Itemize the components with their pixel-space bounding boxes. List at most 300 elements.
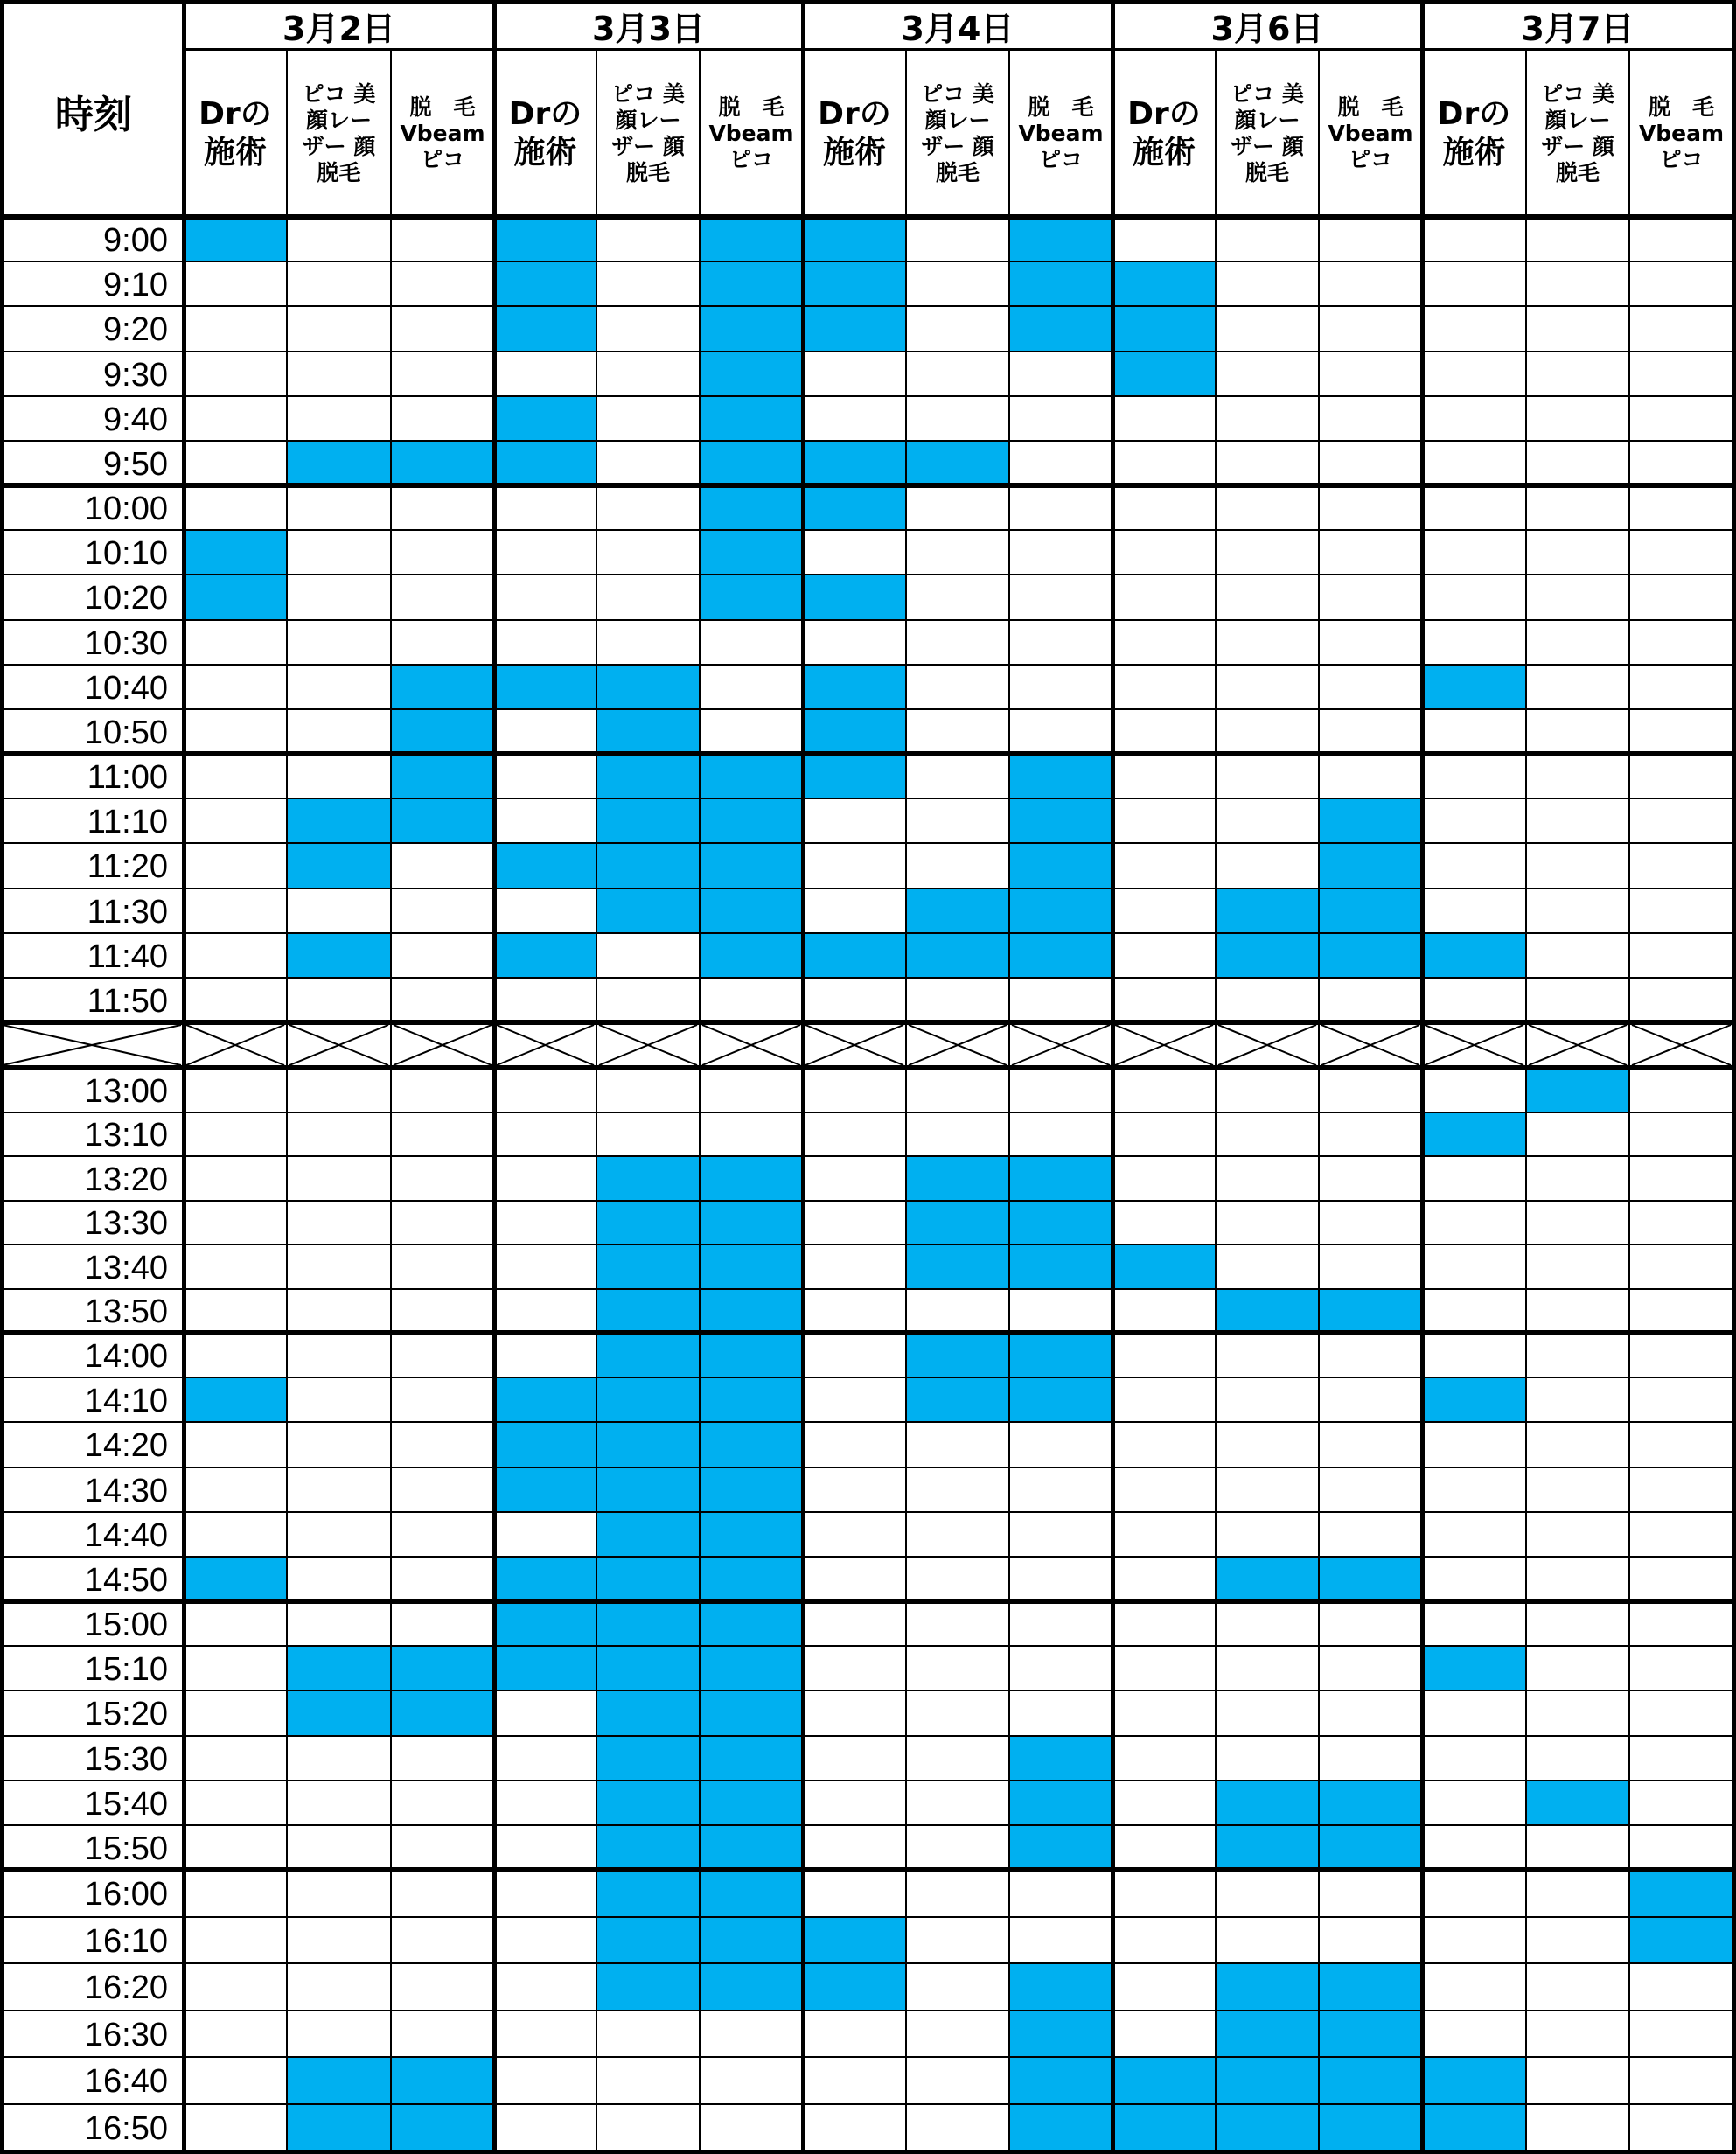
column-header-line: 脱毛 <box>1244 159 1289 185</box>
booked-cell <box>596 889 700 933</box>
pico-facial-header <box>596 52 700 215</box>
booked-cell <box>1009 1201 1112 1245</box>
booked-cell <box>596 1156 700 1201</box>
booked-cell <box>1319 1557 1422 1601</box>
booked-cell <box>1009 1377 1112 1422</box>
booked-cell <box>494 396 596 441</box>
booked-cell <box>596 1377 700 1422</box>
booked-cell <box>700 1825 803 1870</box>
booked-cell <box>700 1377 803 1422</box>
booked-cell <box>1009 217 1112 261</box>
booked-cell <box>596 1557 700 1601</box>
booked-cell <box>700 352 803 396</box>
table-border <box>0 0 4 2154</box>
booked-cell <box>596 1825 700 1870</box>
column-header-line: Drの <box>199 96 272 133</box>
booked-cell <box>596 1781 700 1825</box>
grid-line <box>0 1200 1736 1202</box>
booked-cell <box>1319 843 1422 888</box>
booked-cell <box>1009 933 1112 978</box>
time-slot-label: 14:40 <box>84 1516 168 1554</box>
block-divider <box>0 1330 1736 1335</box>
grid-line <box>0 1421 1736 1423</box>
grid-line <box>596 48 597 2154</box>
block-divider <box>0 214 1736 220</box>
grid-line <box>1215 48 1217 2154</box>
lunch-cross-mark <box>1012 1025 1110 1065</box>
booked-cell <box>1216 2104 1319 2151</box>
booked-cell <box>1422 665 1526 709</box>
column-header-line: Vbeam <box>1328 120 1413 146</box>
date-header: 3月7日 <box>1521 10 1635 48</box>
booked-cell <box>1422 2104 1526 2151</box>
booked-cell <box>700 1244 803 1289</box>
grid-line <box>0 1556 1736 1558</box>
booked-cell <box>700 1512 803 1557</box>
lunch-cross-mark <box>3 1025 181 1065</box>
table-border <box>0 0 1735 4</box>
booked-cell <box>1009 1963 1112 2011</box>
column-header-line: ピコ 美 <box>921 80 994 107</box>
booked-cell <box>287 843 391 888</box>
grid-line <box>0 351 1736 352</box>
booked-cell <box>494 1646 596 1690</box>
time-slot-label: 10:10 <box>84 535 168 573</box>
booked-cell <box>700 1467 803 1512</box>
booked-cell <box>494 665 596 709</box>
booked-cell <box>700 933 803 978</box>
booked-cell <box>1319 1781 1422 1825</box>
booked-cell <box>1422 1112 1526 1157</box>
booked-cell <box>1112 2104 1216 2151</box>
column-header-line: Vbeam <box>708 120 794 146</box>
grid-line <box>0 529 1736 531</box>
booked-cell <box>494 306 596 351</box>
date-divider <box>1420 0 1425 2154</box>
booked-cell <box>700 889 803 933</box>
booked-cell <box>287 798 391 843</box>
date-divider <box>182 0 186 2154</box>
column-header-line: 脱毛 <box>317 159 361 185</box>
booked-cell <box>700 1917 803 1964</box>
booked-cell <box>1009 1781 1112 1825</box>
grid-line <box>0 2103 1736 2105</box>
time-slot-label: 16:40 <box>84 2063 168 2101</box>
lunch-cross-mark <box>1529 1025 1627 1065</box>
booked-cell <box>906 1201 1009 1245</box>
booked-cell <box>700 1289 803 1334</box>
column-header-line: 施術 <box>1442 134 1506 171</box>
booked-cell <box>391 2057 494 2104</box>
booked-cell <box>906 1377 1009 1422</box>
lunch-cross-mark <box>1632 1025 1731 1065</box>
booked-cell <box>906 1244 1009 1289</box>
hair-removal-vbeam-header <box>1629 52 1733 215</box>
booked-cell <box>1009 261 1112 306</box>
column-header-line: Vbeam <box>1018 120 1104 146</box>
booked-cell <box>596 1917 700 1964</box>
grid-line <box>0 574 1736 575</box>
hair-removal-vbeam-header <box>1009 52 1112 215</box>
time-slot-label: 16:00 <box>84 1876 168 1914</box>
booked-cell <box>803 1917 906 1964</box>
booked-cell <box>494 261 596 306</box>
lunch-cross-mark <box>1529 1025 1627 1065</box>
lunch-cross-mark <box>394 1025 492 1065</box>
booked-cell <box>596 665 700 709</box>
column-header-line: Drの <box>1127 96 1201 133</box>
grid-line <box>0 798 1736 799</box>
time-slot-label: 11:30 <box>87 893 168 931</box>
grid-line <box>699 48 701 2154</box>
hair-removal-vbeam-header <box>1319 52 1422 215</box>
time-slot-label: 16:30 <box>84 2016 168 2053</box>
booked-cell <box>391 2104 494 2151</box>
booked-cell <box>494 441 596 485</box>
grid-line <box>0 664 1736 666</box>
grid-line <box>184 48 1736 51</box>
grid-line <box>0 1112 1736 1113</box>
grid-line <box>905 48 907 2154</box>
grid-line <box>0 1824 1736 1826</box>
booked-cell <box>700 1963 803 2011</box>
date-divider <box>1111 0 1115 2154</box>
booked-cell <box>391 798 494 843</box>
column-header-line: 脱 毛 <box>718 94 784 120</box>
booked-cell <box>596 1870 700 1917</box>
column-header-line: ザー 顔 <box>1541 133 1614 159</box>
time-slot-label: 14:50 <box>84 1561 168 1599</box>
time-slot-label: 13:00 <box>84 1072 168 1110</box>
column-header-line: 脱 毛 <box>1337 94 1404 120</box>
block-divider <box>0 1065 1736 1070</box>
booked-cell <box>1422 1646 1526 1690</box>
column-header-line: ザー 顔 <box>302 133 376 159</box>
booked-cell <box>1112 1244 1216 1289</box>
grid-line <box>390 48 392 2154</box>
booked-cell <box>1216 1289 1319 1334</box>
booked-cell <box>1112 2057 1216 2104</box>
booked-cell <box>1009 754 1112 798</box>
booked-cell <box>596 1244 700 1289</box>
grid-line <box>1318 48 1320 2154</box>
grid-line <box>0 1244 1736 1245</box>
booked-cell <box>906 441 1009 485</box>
booked-cell <box>700 261 803 306</box>
time-slot-label: 16:10 <box>84 1922 168 1960</box>
grid-line <box>0 1690 1736 1691</box>
booked-cell <box>596 754 700 798</box>
booked-cell <box>700 1201 803 1245</box>
lunch-cross-mark <box>702 1025 800 1065</box>
column-header-line: Vbeam <box>1638 120 1725 146</box>
time-slot-label: 13:30 <box>84 1205 168 1243</box>
booked-cell <box>1629 1870 1733 1917</box>
booked-cell <box>596 1512 700 1557</box>
booked-cell <box>1422 933 1526 978</box>
booked-cell <box>700 1333 803 1377</box>
lunch-cross-mark <box>497 1025 594 1065</box>
dr-treatment-header <box>1112 52 1216 215</box>
block-divider <box>0 751 1736 756</box>
booked-cell <box>700 1646 803 1690</box>
grid-line <box>0 1511 1736 1513</box>
grid-line <box>0 1780 1736 1781</box>
time-slot-label: 15:50 <box>84 1830 168 1867</box>
booked-cell <box>596 1601 700 1646</box>
column-header-line: 脱毛 <box>625 159 670 185</box>
booked-cell <box>1216 889 1319 933</box>
booked-cell <box>1009 1825 1112 1870</box>
booked-cell <box>1216 1963 1319 2011</box>
booked-cell <box>391 441 494 485</box>
grid-line <box>286 48 288 2154</box>
booked-cell <box>1526 1068 1629 1112</box>
time-slot-label: 11:20 <box>87 848 168 886</box>
booked-cell <box>596 843 700 888</box>
column-header-line: ピコ 美 <box>302 80 376 107</box>
time-slot-label: 9:30 <box>103 356 168 394</box>
grid-line <box>0 1962 1736 1964</box>
booked-cell <box>1112 352 1216 396</box>
column-header-line: ザー 顔 <box>611 133 685 159</box>
time-slot-label: 14:30 <box>84 1472 168 1509</box>
time-slot-label: 10:50 <box>84 714 168 751</box>
booked-cell <box>1009 798 1112 843</box>
lunch-cross-mark <box>1321 1025 1419 1065</box>
lunch-cross-mark <box>497 1025 594 1065</box>
grid-line <box>0 1916 1736 1918</box>
booked-cell <box>184 217 287 261</box>
grid-line <box>1008 48 1010 2154</box>
booked-cell <box>803 575 906 619</box>
booked-cell <box>700 575 803 619</box>
dr-treatment-header <box>494 52 596 215</box>
booked-cell <box>184 530 287 575</box>
lunch-cross-mark <box>289 1025 388 1065</box>
booked-cell <box>596 1963 700 2011</box>
grid-line <box>0 1645 1736 1647</box>
date-header: 3月2日 <box>282 10 395 48</box>
booked-cell <box>1526 1781 1629 1825</box>
time-slot-label: 14:10 <box>84 1383 168 1420</box>
booked-cell <box>700 396 803 441</box>
column-header-line: 顔レー <box>924 107 991 133</box>
time-slot-label: 15:40 <box>84 1785 168 1823</box>
column-header-line: Vbeam <box>400 120 485 146</box>
lunch-cross-mark <box>3 1025 181 1065</box>
booked-cell <box>494 1467 596 1512</box>
lunch-cross-mark <box>186 1025 284 1065</box>
column-header-line: 脱 毛 <box>1648 94 1714 120</box>
booked-cell <box>1112 261 1216 306</box>
grid-line <box>0 888 1736 889</box>
time-slot-label: 9:20 <box>103 311 168 349</box>
column-header-line: ピコ <box>1348 146 1392 172</box>
grid-line <box>0 619 1736 621</box>
booked-cell <box>1319 2011 1422 2058</box>
time-slot-label: 9:40 <box>103 401 168 438</box>
time-slot-label: 11:10 <box>87 804 168 841</box>
booked-cell <box>596 1467 700 1512</box>
grid-line <box>0 1377 1736 1378</box>
block-divider <box>0 1020 1736 1025</box>
booked-cell <box>1216 2011 1319 2058</box>
lunch-cross-mark <box>1425 1025 1523 1065</box>
time-slot-label: 16:50 <box>84 2109 168 2147</box>
booked-cell <box>287 1646 391 1690</box>
lunch-cross-mark <box>702 1025 800 1065</box>
column-header-line: 施術 <box>513 134 577 171</box>
time-slot-label: 13:40 <box>84 1249 168 1286</box>
date-header: 3月4日 <box>901 10 1014 48</box>
booked-cell <box>287 1690 391 1735</box>
booked-cell <box>700 1736 803 1781</box>
pico-facial-header <box>1216 52 1319 215</box>
time-slot-label: 13:50 <box>84 1293 168 1331</box>
column-header-line: 脱 毛 <box>1028 94 1094 120</box>
time-slot-label: 10:00 <box>84 491 168 528</box>
column-header-line: 施術 <box>1132 134 1196 171</box>
grid-line <box>1628 48 1630 2154</box>
column-header-line: 顔レー <box>305 107 372 133</box>
booked-cell <box>494 1601 596 1646</box>
booked-cell <box>1319 2104 1422 2151</box>
booked-cell <box>287 441 391 485</box>
time-slot-label: 11:50 <box>87 982 168 1020</box>
time-slot-label: 15:30 <box>84 1740 168 1778</box>
booked-cell <box>1112 306 1216 351</box>
grid-line <box>0 1735 1736 1737</box>
lunch-cross-mark <box>1321 1025 1419 1065</box>
lunch-cross-mark <box>599 1025 697 1065</box>
booked-cell <box>1422 2057 1526 2104</box>
booked-cell <box>391 665 494 709</box>
lunch-cross-mark <box>805 1025 903 1065</box>
booked-cell <box>1319 933 1422 978</box>
column-header-line: 施術 <box>822 134 886 171</box>
date-divider <box>492 0 497 2154</box>
time-slot-label: 9:10 <box>103 267 168 304</box>
time-slot-label: 14:00 <box>84 1338 168 1376</box>
grid-line <box>0 842 1736 844</box>
column-header-line: ピコ <box>729 146 773 172</box>
booked-cell <box>906 933 1009 978</box>
dr-treatment-header <box>1422 52 1526 215</box>
booked-cell <box>1319 1289 1422 1334</box>
column-header-line: 脱毛 <box>1555 159 1600 185</box>
grid-line <box>0 708 1736 710</box>
booked-cell <box>596 1289 700 1334</box>
column-header-line: 施術 <box>203 134 267 171</box>
booked-cell <box>803 261 906 306</box>
booked-cell <box>494 217 596 261</box>
column-header-line: 顔レー <box>1544 107 1611 133</box>
lunch-cross-mark <box>1218 1025 1316 1065</box>
booked-cell <box>287 2057 391 2104</box>
time-slot-label: 11:40 <box>87 938 168 975</box>
booked-cell <box>391 1690 494 1735</box>
date-header: 3月6日 <box>1210 10 1324 48</box>
booked-cell <box>700 1557 803 1601</box>
column-header-line: ピコ <box>1038 146 1083 172</box>
lunch-cross-mark <box>394 1025 492 1065</box>
grid-line <box>0 305 1736 307</box>
booked-cell <box>1319 1963 1422 2011</box>
lunch-cross-mark <box>805 1025 903 1065</box>
block-divider <box>0 483 1736 488</box>
column-header-line: ピコ <box>420 146 464 172</box>
booked-cell <box>803 485 906 530</box>
booked-cell <box>287 2104 391 2151</box>
booked-cell <box>1009 843 1112 888</box>
lunch-cross-mark <box>1218 1025 1316 1065</box>
booked-cell <box>803 306 906 351</box>
booked-cell <box>391 754 494 798</box>
lunch-cross-mark <box>1425 1025 1523 1065</box>
column-header-line: 顔レー <box>615 107 681 133</box>
column-header-line: ピコ 美 <box>611 80 685 107</box>
booked-cell <box>1319 798 1422 843</box>
booked-cell <box>700 1422 803 1467</box>
booked-cell <box>494 1557 596 1601</box>
booked-cell <box>596 1690 700 1735</box>
column-header-line: ピコ 美 <box>1231 80 1304 107</box>
hair-removal-vbeam-header <box>391 52 494 215</box>
booked-cell <box>803 1963 906 2011</box>
booked-cell <box>1216 933 1319 978</box>
booked-cell <box>391 709 494 754</box>
booked-cell <box>1009 1156 1112 1201</box>
grid-line <box>0 1155 1736 1157</box>
booked-cell <box>700 217 803 261</box>
booked-cell <box>803 665 906 709</box>
grid-line <box>0 2150 1736 2151</box>
pico-facial-header <box>1526 52 1629 215</box>
time-slot-label: 15:20 <box>84 1696 168 1733</box>
dr-treatment-header <box>803 52 906 215</box>
booked-cell <box>1009 2011 1112 2058</box>
lunch-cross-mark <box>909 1025 1007 1065</box>
lunch-cross-mark <box>1012 1025 1110 1065</box>
grid-line <box>0 932 1736 934</box>
booked-cell <box>803 933 906 978</box>
booked-cell <box>1319 889 1422 933</box>
booked-cell <box>494 1377 596 1422</box>
booked-cell <box>700 1690 803 1735</box>
booked-cell <box>1009 2104 1112 2151</box>
grid-line <box>0 261 1736 262</box>
grid-line <box>1525 48 1527 2154</box>
booked-cell <box>906 1156 1009 1201</box>
lunch-cross-mark <box>1115 1025 1213 1065</box>
lunch-cross-mark <box>186 1025 284 1065</box>
column-header-line: 脱 毛 <box>409 94 476 120</box>
booked-cell <box>803 217 906 261</box>
booked-cell <box>700 1601 803 1646</box>
booked-cell <box>700 530 803 575</box>
booked-cell <box>1216 2057 1319 2104</box>
grid-line <box>0 395 1736 397</box>
time-slot-label: 15:00 <box>84 1607 168 1644</box>
time-slot-label: 9:50 <box>103 445 168 483</box>
booked-cell <box>1009 1333 1112 1377</box>
booked-cell <box>1319 2057 1422 2104</box>
hair-removal-vbeam-header <box>700 52 803 215</box>
booked-cell <box>596 798 700 843</box>
grid-line <box>0 2056 1736 2058</box>
column-header-line: 脱毛 <box>935 159 980 185</box>
